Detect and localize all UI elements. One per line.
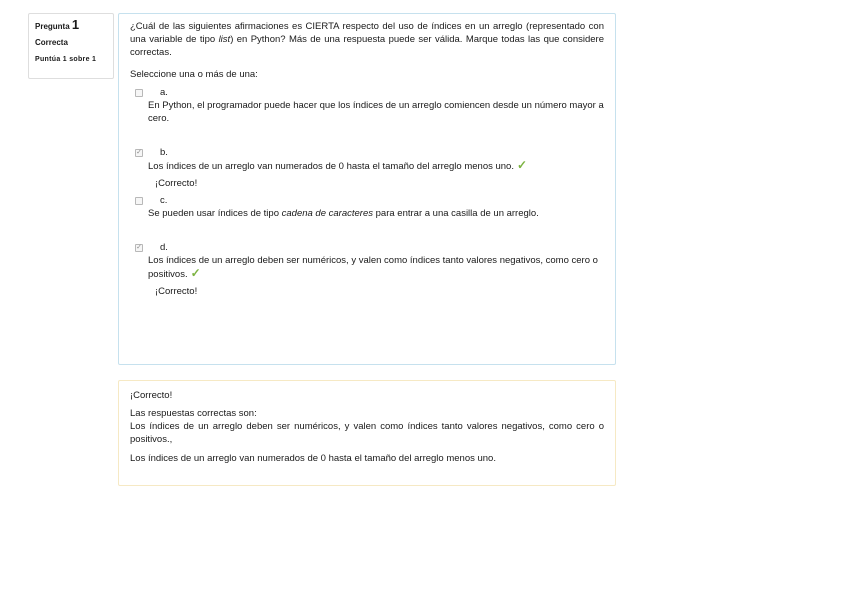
general-feedback: ¡Correcto! bbox=[130, 390, 173, 401]
question-state: Correcta bbox=[35, 38, 68, 47]
question-formulation bbox=[118, 13, 616, 365]
right-answer bbox=[130, 407, 604, 465]
option-b-checkbox[interactable]: ✓ bbox=[136, 149, 142, 156]
question-text: ¿Cuál de las siguientes afirmaciones es CIERTA respecto del uso de índices en un arreglo (representado con una variable de tipo list) en Python? Más de una respuesta puede ser válida. Marque todas las que considere correctas. bbox=[130, 21, 605, 58]
question-outcome bbox=[118, 380, 616, 486]
right-answer-item: Los índices de un arreglo deben ser numéricos, y valen como índices tanto valores negativos, como cero o positivos., bbox=[130, 421, 604, 445]
question-number bbox=[35, 18, 107, 34]
option-c-text: Se pueden usar índices de tipo cadena de caracteres para entrar a una casilla de un arreglo. bbox=[148, 208, 539, 219]
question-info-panel bbox=[28, 13, 114, 79]
option-c-checkbox[interactable] bbox=[135, 197, 143, 205]
right-answer-label: Las respuestas correctas son: bbox=[130, 408, 257, 419]
option-a-checkbox[interactable] bbox=[135, 89, 143, 97]
question-grade: Puntúa 1 sobre 1 bbox=[35, 56, 97, 63]
option-d-feedback: ¡Correcto! bbox=[155, 286, 198, 297]
option-c[interactable] bbox=[130, 194, 604, 220]
option-d-text: Los índices de un arreglo deben ser numéricos, y valen como índices tanto valores negativos, como cero o positivos. bbox=[148, 255, 598, 280]
option-c-letter: c. bbox=[160, 195, 168, 206]
option-d-letter: d. bbox=[160, 242, 168, 253]
option-b[interactable] bbox=[130, 146, 604, 190]
question-number-value: 1 bbox=[71, 17, 80, 32]
option-a[interactable] bbox=[130, 86, 604, 125]
check-mark-icon: ✓ bbox=[516, 158, 528, 172]
right-answer-item: Los índices de un arreglo van numerados de 0 hasta el tamaño del arreglo menos uno. bbox=[130, 453, 496, 464]
option-a-letter: a. bbox=[160, 87, 168, 98]
option-b-letter: b. bbox=[160, 147, 168, 158]
question-label: Pregunta bbox=[35, 22, 70, 31]
option-d[interactable] bbox=[130, 241, 604, 298]
option-d-checkbox[interactable]: ✓ bbox=[136, 244, 142, 251]
option-a-text: En Python, el programador puede hacer que los índices de un arreglo comiencen desde un número mayor a cero. bbox=[148, 100, 604, 124]
option-b-text: Los índices de un arreglo van numerados de 0 hasta el tamaño del arreglo menos uno. bbox=[148, 161, 514, 172]
option-b-feedback: ¡Correcto! bbox=[155, 178, 198, 189]
answer-prompt: Seleccione una o más de una: bbox=[130, 69, 258, 80]
check-mark-icon: ✓ bbox=[190, 266, 201, 280]
answer-options bbox=[130, 86, 604, 298]
